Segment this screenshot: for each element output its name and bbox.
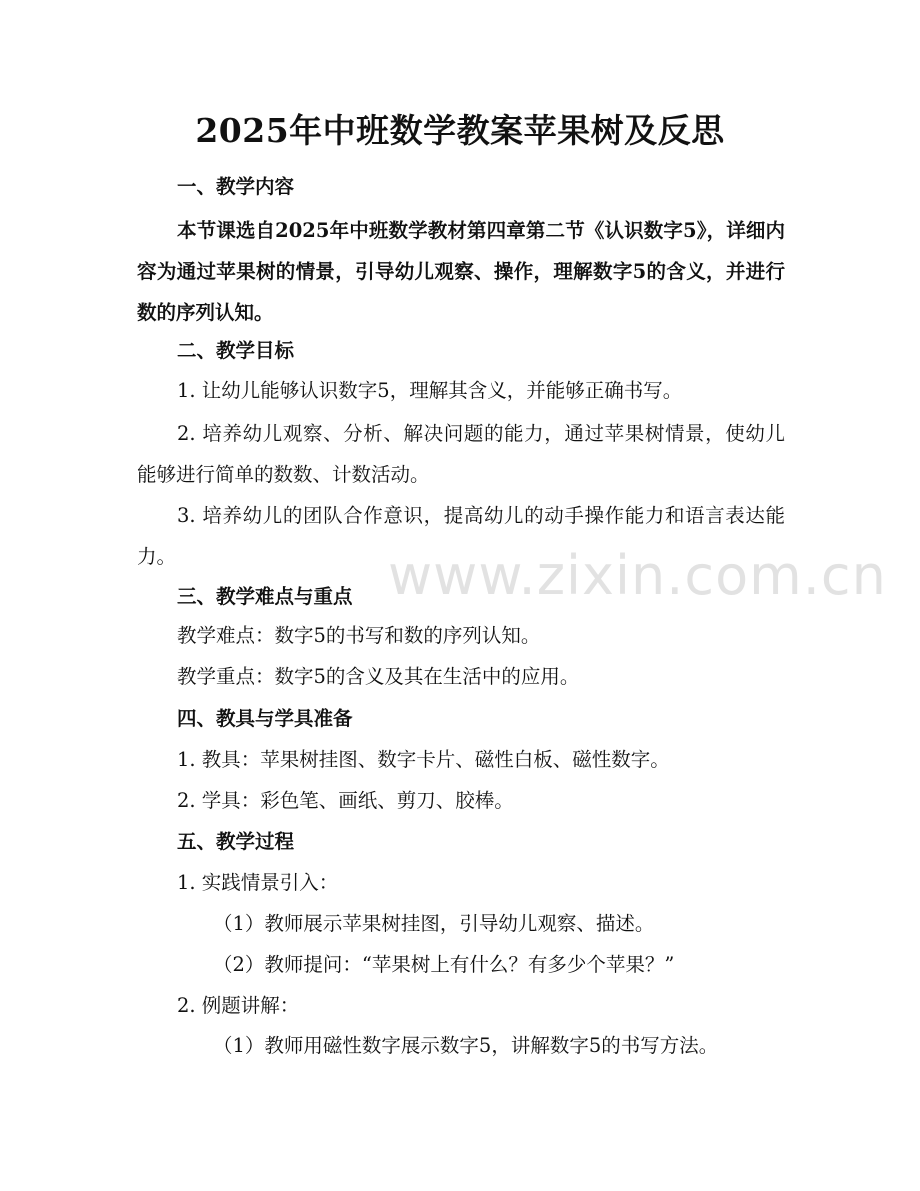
process-item-1-sub-1: （1）教师展示苹果树挂图，引导幼儿观察、描述。 xyxy=(213,912,655,935)
process-item-1: 1. 实践情景引入： xyxy=(177,871,339,894)
section-heading-process: 五、教学过程 xyxy=(177,830,295,853)
section-heading-content: 一、教学内容 xyxy=(177,175,295,198)
section-heading-objectives: 二、教学目标 xyxy=(177,339,295,362)
difficulty-line: 教学难点：数字5的书写和数的序列认知。 xyxy=(177,624,541,647)
key-point-line: 教学重点：数字5的含义及其在生活中的应用。 xyxy=(177,665,580,688)
process-item-2: 2. 例题讲解： xyxy=(177,994,300,1017)
objective-item-3: 3. 培养幼儿的团队合作意识，提高幼儿的动手操作能力和语言表达能力。 xyxy=(137,504,785,568)
section-paragraph-content: 本节课选自2025年中班数学教材第四章第二节《认识数字5》，详细内容为通过苹果树的情景，引导幼儿观察、操作，理解数字5的含义，并进行数的序列认知。 xyxy=(137,219,785,324)
section-heading-materials: 四、教具与学具准备 xyxy=(177,707,353,730)
document-title: 2025年中班数学教案苹果树及反思 xyxy=(195,111,725,150)
materials-item-2: 2. 学具：彩色笔、画纸、剪刀、胶棒。 xyxy=(177,789,514,812)
objective-item-1: 1. 让幼儿能够认识数字5，理解其含义，并能够正确书写。 xyxy=(177,379,683,402)
process-item-1-sub-2: （2）教师提问：“苹果树上有什么？有多少个苹果？” xyxy=(213,953,675,976)
watermark: www.zixin.com.cn xyxy=(388,544,887,607)
materials-item-1: 1. 教具：苹果树挂图、数字卡片、磁性白板、磁性数字。 xyxy=(177,748,670,771)
process-item-2-sub-1: （1）教师用磁性数字展示数字5，讲解数字5的书写方法。 xyxy=(213,1034,719,1057)
section-heading-difficulties: 三、教学难点与重点 xyxy=(177,585,353,608)
objective-item-2: 2. 培养幼儿观察、分析、解决问题的能力，通过苹果树情景，使幼儿能够进行简单的数数、计数活动。 xyxy=(137,422,785,486)
